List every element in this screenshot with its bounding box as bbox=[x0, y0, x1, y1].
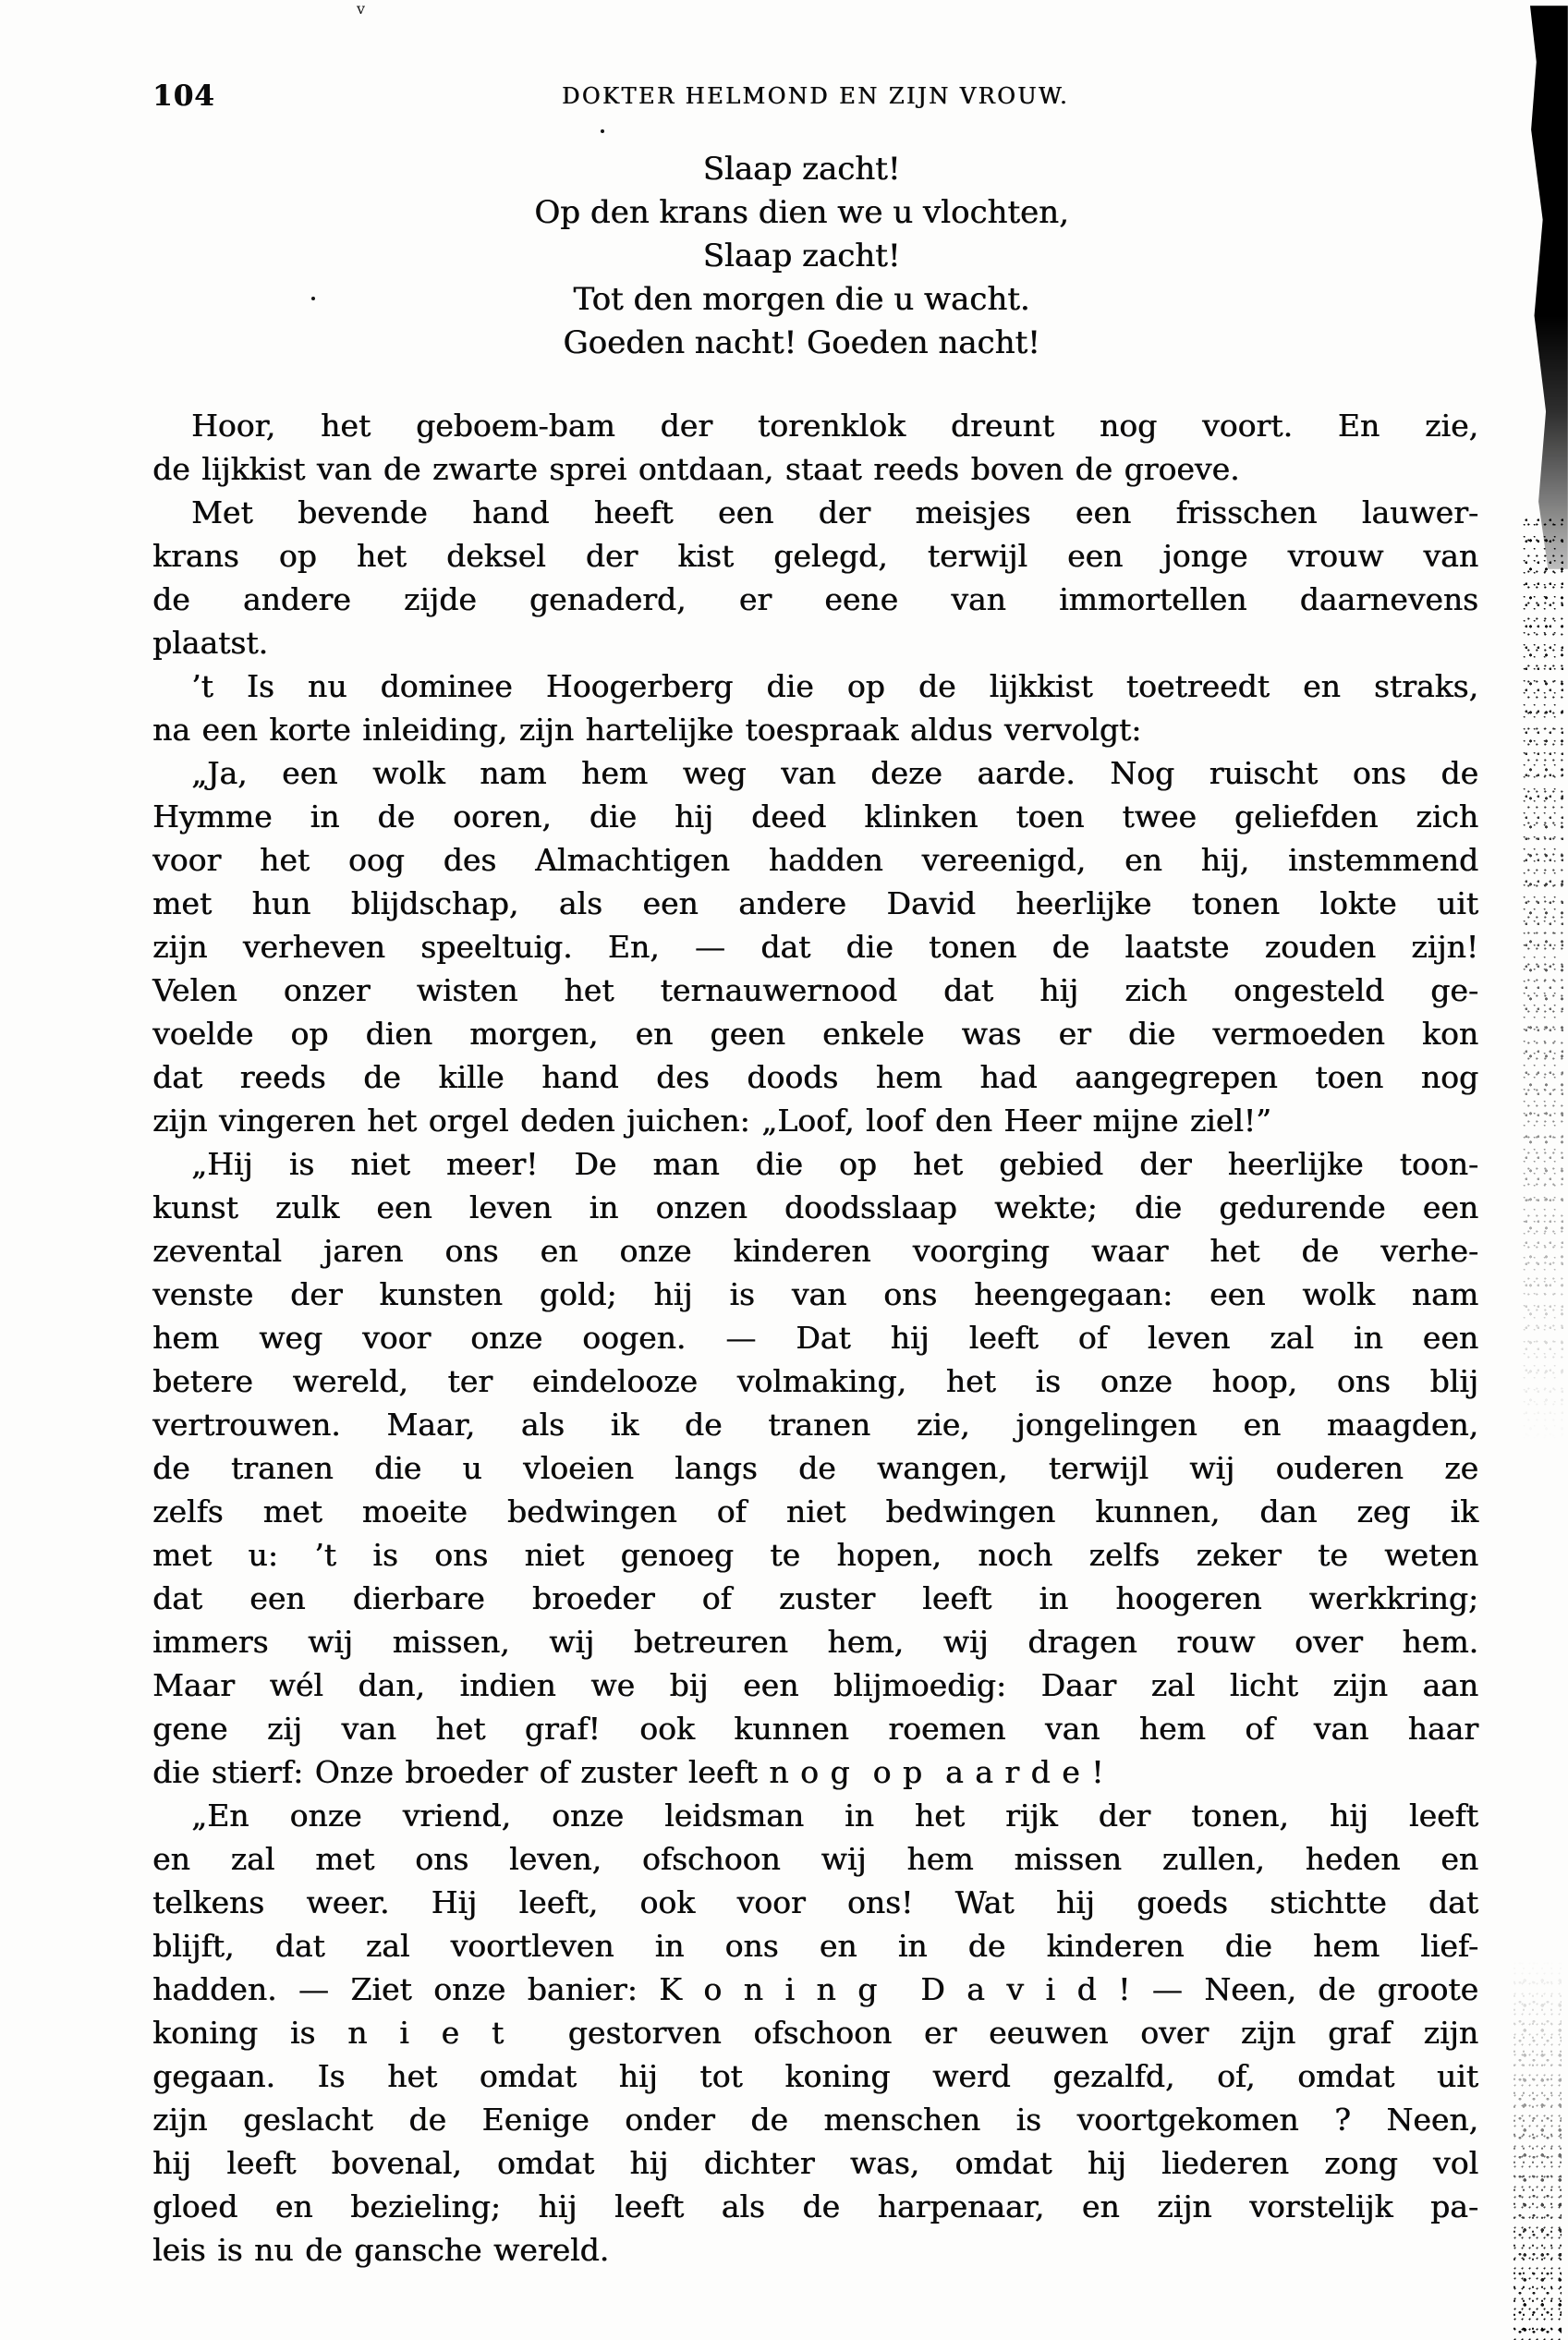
text-line: dat een dierbare broeder of zuster leeft in hoogeren werkkring; bbox=[152, 1580, 1478, 1616]
text-line: dat reeds de kille hand des doods hem had aangegrepen toen nog bbox=[152, 1059, 1478, 1095]
text-line: immers wij missen, wij betreuren hem, wij dragen rouw over hem. bbox=[152, 1624, 1478, 1660]
poem-block bbox=[139, 148, 1465, 365]
text-line: gloed en bezieling; hij leeft als de harpenaar, en zijn vorstelijk pa- bbox=[152, 2188, 1478, 2224]
paragraph bbox=[152, 491, 1478, 664]
text-line: en zal met ons leven, ofschoon wij hem missen zullen, heden en bbox=[152, 1841, 1478, 1877]
poem-line: Goeden nacht! Goeden nacht! bbox=[563, 324, 1040, 361]
ink-speck bbox=[601, 129, 604, 133]
text-line: ’t Is nu dominee Hoogerberg die op de lijkkist toetreedt en straks, bbox=[191, 668, 1478, 704]
text-line: hadden. — Ziet onze banier: K o n i n g D a v i d ! — Neen, de groote bbox=[152, 1971, 1478, 2007]
poem-line: Slaap zacht! bbox=[702, 151, 901, 188]
poem-line: Slaap zacht! bbox=[702, 238, 901, 274]
text-line: zelfs met moeite bedwingen of niet bedwingen kunnen, dan zeg ik bbox=[152, 1493, 1478, 1530]
text-line: Hymme in de ooren, die hij deed klinken toen twee geliefden zich bbox=[152, 798, 1478, 835]
page-number: 104 bbox=[152, 79, 215, 113]
text-line: voor het oog des Almachtigen hadden vereenigd, en hij, instemmend bbox=[152, 842, 1478, 878]
scan-edge-speckle bbox=[1523, 518, 1563, 1442]
text-line: met u: ’t is ons niet genoeg te hopen, noch zelfs zeker te weten bbox=[152, 1537, 1478, 1573]
text-line: zijn vingeren het orgel deden juichen: „Loof, loof den Heer mijne ziel!” bbox=[152, 1103, 1271, 1139]
paragraph bbox=[152, 404, 1478, 491]
text-line: gegaan. Is het omdat hij tot koning werd gezalfd, of, omdat uit bbox=[152, 2058, 1478, 2094]
page-header bbox=[152, 79, 1478, 116]
paragraph bbox=[152, 1794, 1478, 2272]
text-line: Velen onzer wisten het ternauwernood dat hij zich ongesteld ge- bbox=[152, 972, 1478, 1008]
text-line: „En onze vriend, onze leidsman in het rijk der tonen, hij leeft bbox=[191, 1798, 1478, 1834]
text-line: plaatst. bbox=[152, 625, 268, 661]
text-line: betere wereld, ter eindelooze volmaking, het is onze hoop, ons blij bbox=[152, 1363, 1478, 1399]
text-line: zevental jaren ons en onze kinderen voorging waar het de verhe- bbox=[152, 1233, 1478, 1269]
text-line: vertrouwen. Maar, als ik de tranen zie, jongelingen en maagden, bbox=[152, 1407, 1478, 1443]
text-line: gene zij van het graf! ook kunnen roemen van hem of van haar bbox=[152, 1711, 1478, 1747]
ink-speck bbox=[311, 297, 315, 300]
text-line: Met bevende hand heeft een der meisjes een frisschen lauwer- bbox=[191, 494, 1478, 530]
scan-edge-artifact bbox=[1515, 6, 1568, 569]
text-line: zijn geslacht de Eenige onder de menschen is voortgekomen ? Neen, bbox=[152, 2102, 1478, 2138]
paragraph bbox=[152, 664, 1478, 751]
stray-ink-mark: v bbox=[357, 0, 366, 18]
text-line: telkens weer. Hij leeft, ook voor ons! Wat hij goeds stichtte dat bbox=[152, 1884, 1478, 1920]
text-line: hem weg voor onze oogen. — Dat hij leeft of leven zal in een bbox=[152, 1320, 1478, 1356]
text-line: krans op het deksel der kist gelegd, terwijl een jonge vrouw van bbox=[152, 538, 1478, 574]
text-line: kunst zulk een leven in onzen doodsslaap wekte; die gedurende een bbox=[152, 1189, 1478, 1225]
poem-line: Tot den morgen die u wacht. bbox=[573, 281, 1030, 318]
text-line: „Ja, een wolk nam hem weg van deze aarde. Nog ruischt ons de bbox=[191, 755, 1478, 791]
text-line: Hoor, het geboem-bam der torenklok dreunt nog voort. En zie, bbox=[191, 408, 1478, 444]
text-line: de tranen die u vloeien langs de wangen, terwijl wij ouderen ze bbox=[152, 1450, 1478, 1486]
text-line: na een korte inleiding, zijn hartelijke toespraak aldus vervolgt: bbox=[152, 712, 1142, 748]
text-line: venste der kunsten gold; hij is van ons heengegaan: een wolk nam bbox=[152, 1276, 1478, 1312]
text-line: de lijkkist van de zwarte sprei ontdaan, staat reeds boven de groeve. bbox=[152, 451, 1240, 487]
text-line: met hun blijdschap, als een andere David heerlijke tonen lokte uit bbox=[152, 885, 1478, 921]
text-line: de andere zijde genaderd, er eene van immortellen daarnevens bbox=[152, 581, 1478, 617]
scan-edge-speckle bbox=[1512, 1959, 1562, 2340]
body-text bbox=[152, 404, 1478, 2272]
text-line: koning is n i e t gestorven ofschoon er eeuwen over zijn graf zijn bbox=[152, 2015, 1478, 2051]
paragraph bbox=[152, 751, 1478, 1142]
text-line: die stierf: Onze broeder of zuster leeft n o g o p a a r d e ! bbox=[152, 1754, 1104, 1790]
text-line: blijft, dat zal voortleven in ons en in de kinderen die hem lief- bbox=[152, 1928, 1478, 1964]
text-line: voelde op dien morgen, en geen enkele was er die vermoeden kon bbox=[152, 1016, 1478, 1052]
text-line: Maar wél dan, indien we bij een blijmoedig: Daar zal licht zijn aan bbox=[152, 1667, 1478, 1703]
running-title: DOKTER HELMOND EN ZIJN VROUW. bbox=[561, 83, 1070, 109]
text-line: zijn verheven speeltuig. En, — dat die tonen de laatste zouden zijn! bbox=[152, 929, 1478, 965]
paragraph bbox=[152, 1142, 1478, 1794]
text-line: „Hij is niet meer! De man die op het gebied der heerlijke toon- bbox=[191, 1146, 1478, 1182]
text-line: leis is nu de gansche wereld. bbox=[152, 2232, 610, 2268]
poem-line: Op den krans dien we u vlochten, bbox=[534, 194, 1069, 231]
text-line: hij leeft bovenal, omdat hij dichter was, omdat hij liederen zong vol bbox=[152, 2145, 1478, 2181]
